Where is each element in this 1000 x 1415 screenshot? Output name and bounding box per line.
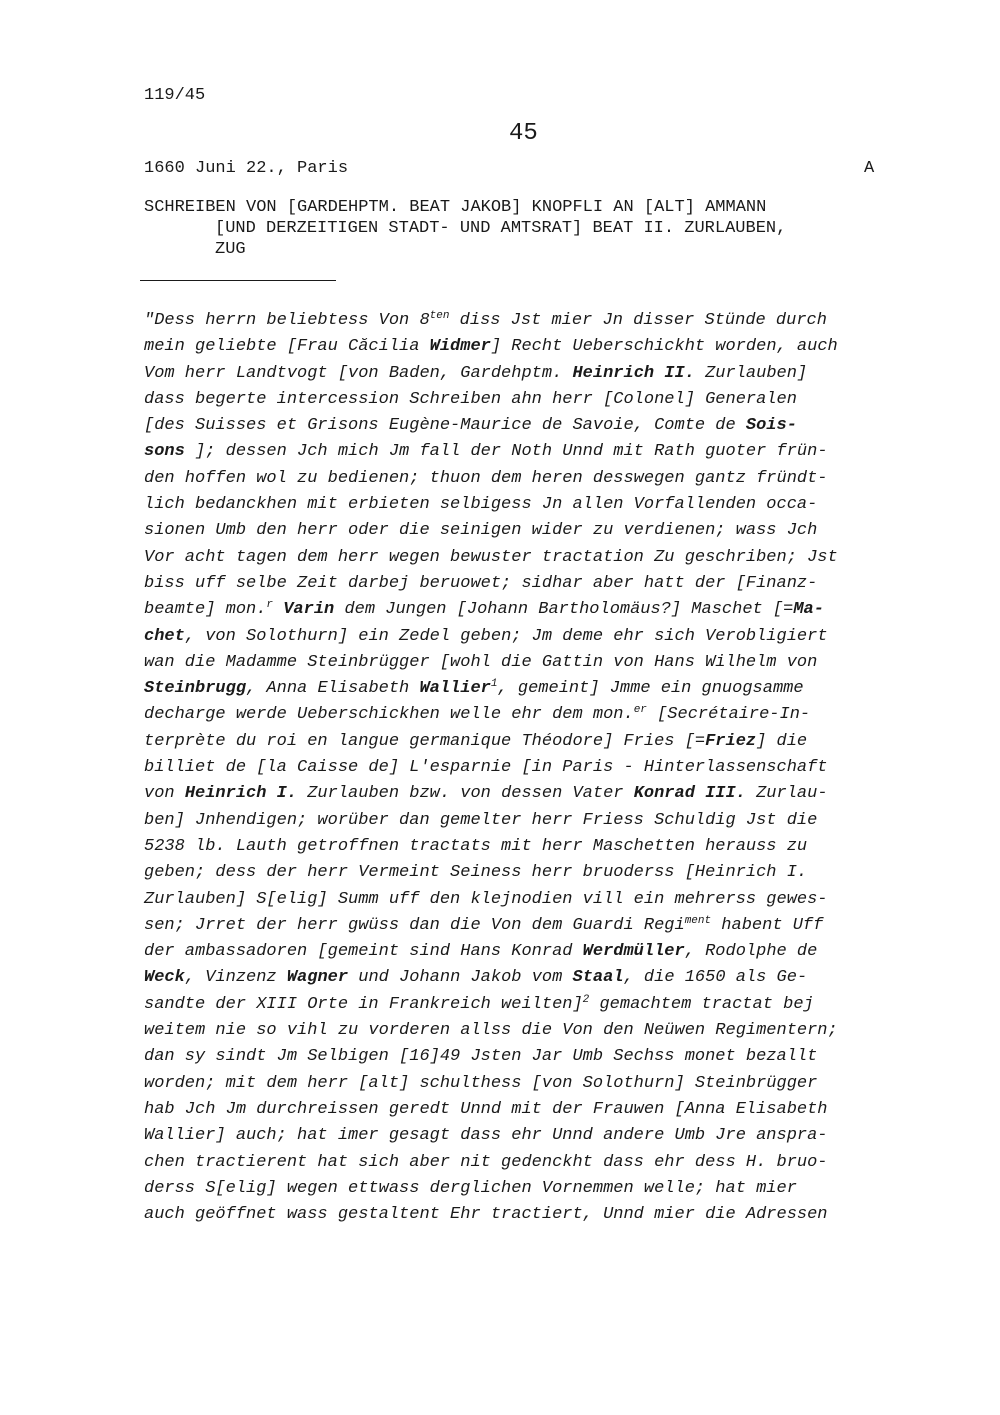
text-line — [144, 729, 914, 755]
text-segment: , Rodolphe de — [684, 942, 818, 962]
title-line: [UND DERZEITIGEN STADT- UND AMTSRAT] BEAT II. ZURLAUBEN, — [215, 219, 787, 238]
text-segment: ]; dessen Jch mich Jm fall der Noth Unnd mit Rath guoter frün- — [184, 442, 828, 462]
bold-name: Konrad III. — [633, 784, 746, 804]
text-segment: sen; Jrret der herr gwüss dan die Von dem Guardi Regi — [144, 915, 685, 935]
superscript: 1 — [490, 678, 498, 691]
text-segment: , Vinzenz — [184, 968, 287, 988]
text-segment: ] Recht Ueberschickht worden, auch — [490, 337, 838, 357]
bold-name: Steinbrugg — [144, 679, 247, 699]
text-segment: , die 1650 als Ge- — [623, 968, 808, 988]
text-segment: Zurlauben] S[elig] Summ uff den klejnodien vill ein mehrerss gewes- — [144, 889, 828, 909]
text-line — [144, 1071, 914, 1097]
text-segment: [Secrétaire-In- — [646, 705, 811, 725]
text-line — [144, 413, 914, 439]
text-line — [144, 650, 914, 676]
text-segment: Wallier] auch; hat imer gesagt dass ehr Unnd andere Umb Jre anspra- — [144, 1126, 828, 1146]
text-line — [144, 913, 914, 939]
text-line — [144, 308, 914, 334]
bold-name: Varin — [283, 600, 335, 620]
superscript: 2 — [582, 993, 590, 1006]
text-segment: , von Solothurn] ein Zedel geben; Jm deme ehr sich Verobligiert — [184, 626, 828, 646]
text-line — [144, 702, 914, 728]
text-segment: beamte] mon. — [144, 600, 267, 620]
text-line — [144, 781, 914, 807]
text-segment: 5238 lb. Lauth getroffnen tractats mit herr Maschetten herauss zu — [144, 836, 808, 856]
text-segment: Zurlau- — [745, 784, 828, 804]
bold-name: Wagner — [286, 968, 349, 988]
title-divider — [140, 280, 336, 281]
variant-label: A — [864, 159, 875, 178]
text-segment: , Anna Elisabeth — [246, 679, 420, 699]
text-segment: Vor acht tagen dem herr wegen bewuster tractation Zu geschriben; Jst — [144, 547, 838, 567]
text-line — [144, 597, 914, 623]
text-segment: der ambassadoren [gemeint sind Hans Konrad — [144, 942, 583, 962]
text-segment: Zurlauben] — [694, 363, 808, 383]
text-line — [144, 466, 914, 492]
text-line — [144, 334, 914, 360]
text-segment: auch geöffnet wass gestaltent Ehr tractiert, Unnd mier die Adressen — [144, 1205, 828, 1225]
text-segment: geben; dess der herr Vermeint Seiness herr bruoderss [Heinrich I. — [144, 863, 808, 883]
text-segment: derss S[elig] wegen ettwass derglichen Vornemmen welle; hat mier — [144, 1178, 797, 1198]
text-segment: decharge werde Ueberschickhen welle ehr dem mon. — [144, 705, 634, 725]
bold-name: Wallier — [419, 679, 491, 699]
text-line — [144, 545, 914, 571]
reference-number: 119/45 — [144, 86, 206, 105]
bold-name: sons — [144, 442, 185, 462]
text-line — [144, 887, 914, 913]
text-line — [144, 755, 914, 781]
text-segment: und Johann Jakob vom — [348, 968, 573, 988]
bold-name: Widmer — [429, 337, 491, 357]
bold-name: Sois- — [745, 416, 797, 436]
text-line — [144, 676, 914, 702]
bold-name: Weck — [144, 968, 185, 988]
text-line — [144, 939, 914, 965]
text-segment: habent Uff — [711, 915, 824, 935]
text-segment: den hoffen wol zu bedienen; thuon dem heren desswegen gantz fründt- — [144, 468, 828, 488]
text-segment: sionen Umb den herr oder die seinigen wider zu verdienen; wass Jch — [144, 521, 818, 541]
bold-name: Staal — [572, 968, 624, 988]
text-line — [144, 1097, 914, 1123]
bold-name: Werdmüller — [582, 942, 685, 962]
letter-body — [144, 308, 914, 1228]
text-line — [144, 1176, 914, 1202]
page-number: 45 — [509, 120, 538, 147]
superscript: ten — [429, 310, 450, 322]
text-segment: chen tractierent hat sich aber nit gedenckht dass ehr dess H. bruo- — [144, 1152, 828, 1172]
superscript: er — [633, 704, 647, 717]
text-segment: Zurlauben bzw. von dessen Vater — [297, 784, 634, 804]
text-line — [144, 1150, 914, 1176]
text-line — [144, 1202, 914, 1228]
text-line — [144, 1018, 914, 1044]
text-segment: ben] Jnhendigen; worüber dan gemelter herr Friess Schuldig Jst die — [144, 810, 818, 830]
text-segment: ] die — [756, 731, 808, 751]
text-line — [144, 518, 914, 544]
bold-name: Heinrich I. — [184, 784, 298, 804]
text-segment: dass begerte intercession Schreiben ahn herr [Colonel] Generalen — [144, 389, 797, 409]
text-segment: biss uff selbe Zeit darbej beruowet; sidhar aber hatt der [Finanz- — [144, 573, 818, 593]
text-segment: , gemeint] Jmme ein gnuogsamme — [497, 679, 804, 699]
text-segment: dan sy sindt Jm Selbigen [16]49 Jsten Jar Umb Sechss monet bezallt — [144, 1047, 818, 1067]
text-segment: dem Jungen [Johann Bartholomäus?] Maschet [= — [334, 600, 794, 620]
text-line — [144, 992, 914, 1018]
text-segment: weitem nie so vihl zu vorderen allss die Von den Neüwen Regimentern; — [144, 1021, 838, 1041]
text-segment: worden; mit dem herr [alt] schulthess [von Solothurn] Steinbrügger — [144, 1073, 818, 1093]
text-segment: wan die Madamme Steinbrügger [wohl die Gattin von Hans Wilhelm von — [144, 652, 818, 672]
text-segment: gemachtem tractat bej — [589, 994, 814, 1014]
text-line — [144, 624, 914, 650]
text-line — [144, 808, 914, 834]
text-line — [144, 361, 914, 387]
text-line — [144, 965, 914, 991]
bold-name: Friez — [705, 731, 757, 751]
text-line — [144, 834, 914, 860]
text-line — [144, 860, 914, 886]
text-segment: [des Suisses et Grisons Eugène-Maurice de Savoie, Comte de — [144, 416, 746, 436]
text-segment: von — [144, 784, 185, 804]
text-line — [144, 1044, 914, 1070]
text-segment: mein geliebte [Frau Căcilia — [144, 337, 430, 357]
text-segment: billiet de [la Caisse de] L'esparnie [in Paris - Hinterlassenschaft — [144, 758, 828, 778]
title-line: ZUG — [215, 240, 246, 259]
bold-name: Ma- — [793, 600, 824, 620]
text-segment: Vom herr Landtvogt [von Baden, Gardehptm. — [144, 363, 573, 383]
text-segment: lich bedanckhen mit erbieten selbigess Jn allen Vorfallenden occa- — [144, 495, 818, 515]
text-segment: sandte der XIII Orte in Frankreich weilten] — [144, 994, 583, 1014]
text-segment: "Dess herrn beliebtess Von 8 — [144, 311, 430, 330]
text-segment: hab Jch Jm durchreissen geredt Unnd mit der Frauwen [Anna Elisabeth — [144, 1099, 828, 1119]
superscript: ment — [684, 914, 712, 927]
bold-name: chet — [144, 626, 185, 646]
text-line — [144, 439, 914, 465]
letter-title — [144, 197, 904, 260]
superscript: r — [266, 599, 274, 612]
text-segment: terprète du roi en langue germanique Théodore] Fries [= — [144, 731, 706, 751]
text-line — [144, 571, 914, 597]
bold-name: Heinrich II. — [572, 363, 695, 383]
text-line — [144, 492, 914, 518]
text-line — [144, 387, 914, 413]
title-line: SCHREIBEN VON [GARDEHPTM. BEAT JAKOB] KNOPFLI AN [ALT] AMMANN — [144, 198, 767, 217]
text-line — [144, 1123, 914, 1149]
text-segment — [273, 600, 283, 619]
date-place: 1660 Juni 22., Paris — [144, 159, 349, 178]
text-segment: diss Jst mier Jn disser Stünde durch — [449, 311, 827, 330]
